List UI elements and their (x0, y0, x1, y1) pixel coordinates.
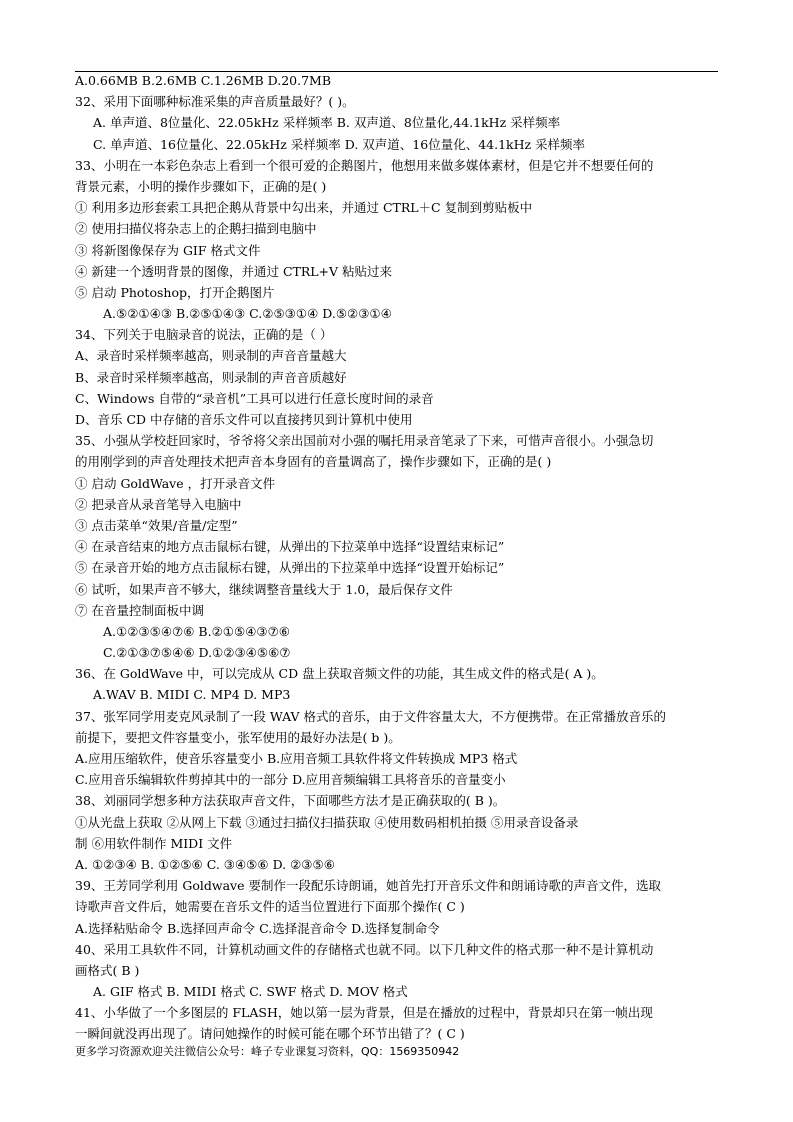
text-line: 的用刚学到的声音处理技术把声音本身固有的音量调高了，操作步骤如下，正确的是( ) (75, 454, 552, 470)
text-line: 38、刘丽同学想多种方法获取声音文件，下面哪些方法才是正确获取的( B )。 (75, 793, 506, 809)
text-line: ① 启动 GoldWave ，打开录音文件 (75, 475, 276, 491)
text-line: ⑥ 试听，如果声音不够大，继续调整音量线大于 1.0，最后保存文件 (75, 581, 453, 597)
text-line: ①从光盘上获取 ②从网上下载 ③通过扫描仪扫描获取 ④使用数码相机拍摄 ⑤用录音设备录 (75, 814, 579, 830)
text-line: A.应用压缩软件，使音乐容量变小 B.应用音频工具软件将文件转换成 MP3 格式 (75, 751, 518, 766)
text-line: C、Windows 自带的“录音机”工具可以进行任意长度时间的录音 (75, 390, 434, 406)
text-line: 背景元素，小明的操作步骤如下，正确的是( ) (75, 178, 327, 194)
text-line: ② 使用扫描仪将杂志上的企鹅扫描到电脑中 (75, 221, 317, 237)
text-line: 诗歌声音文件后，她需要在音乐文件的适当位置进行下面那个操作( C ) (75, 899, 465, 915)
text-line: ① 利用多边形套索工具把企鹅从背景中勾出来，并通过 CTRL＋C 复制到剪贴板中 (75, 200, 533, 216)
text-line: 39、王芳同学利用 Goldwave 要制作一段配乐诗朗诵，她首先打开音乐文件和朗诵诗歌的声音文件，选取 (75, 878, 661, 894)
text-line: A.WAV B. MIDI C. MP4 D. MP3 (93, 687, 291, 703)
text-line: A.⑤②①④③ B.②⑤①④③ C.②⑤③①④ D.⑤②③①④ (103, 306, 392, 322)
text-line: 35、小强从学校赶回家时，爷爷将父亲出国前对小强的嘱托用录音笔录了下来，可惜声音很小。小强急切 (75, 433, 654, 449)
text-line: 制 ⑥用软件制作 MIDI 文件 (75, 835, 233, 851)
text-line: ④ 新建一个透明背景的图像，并通过 CTRL+V 粘贴过来 (75, 263, 393, 279)
text-line: ⑦ 在音量控制面板中调 (75, 602, 204, 618)
page-footer: 更多学习资源欢迎关注微信公众号：峰子专业课复习资料，QQ：1569350942 (75, 1045, 460, 1058)
text-line: ③ 点击菜单“效果/音量/定型” (75, 517, 238, 533)
text-line: A.①②③⑤④⑦⑥ B.②①⑤④③⑦⑥ (103, 623, 291, 639)
text-line: 前提下，要把文件容量变小，张军使用的最好办法是( b )。 (75, 729, 401, 745)
text-line: 画格式( B ) (75, 962, 140, 978)
text-line: A. ①②③④ B. ①②⑤⑥ C. ③④⑤⑥ D. ②③⑤⑥ (75, 856, 335, 872)
text-line: B、录音时采样频率越高，则录制的声音音质越好 (75, 369, 347, 385)
text-line: A. 单声道、8位量化、22.05kHz 采样频率 B. 双声道、8位量化,44.1kHz 采样频率 (93, 115, 561, 131)
text-line: A.选择粘贴命令 B.选择回声命令 C.选择混音命令 D.选择复制命令 (75, 920, 440, 936)
text-line: D、音乐 CD 中存储的音乐文件可以直接拷贝到计算机中使用 (75, 412, 413, 427)
text-line: A、录音时采样频率越高，则录制的声音音量越大 (75, 348, 347, 364)
text-line: C. 单声道、16位量化、22.05kHz 采样频率 D. 双声道、16位量化、44.1kHz 采样频率 (93, 136, 586, 152)
text-line: 34、下列关于电脑录音的说法，正确的是（ ） (75, 327, 333, 343)
text-line: 33、小明在一本彩色杂志上看到一个很可爱的企鹅图片，他想用来做多媒体素材，但是它并不想要任何的 (75, 157, 654, 173)
text-line: 37、张军同学用麦克风录制了一段 WAV 格式的音乐，由于文件容量太大，不方便携带。在正常播放音乐的 (75, 708, 667, 724)
text-line: 40、采用工具软件不同，计算机动画文件的存储格式也就不同。以下几种文件的格式那一种不是计算机动 (75, 941, 654, 957)
text-line: A. GIF 格式 B. MIDI 格式 C. SWF 格式 D. MOV 格式 (93, 984, 408, 1000)
text-line: ③ 将新图像保存为 GIF 格式文件 (75, 242, 261, 258)
text-line: ② 把录音从录音笔导入电脑中 (75, 496, 242, 512)
text-line: C.应用音乐编辑软件剪掉其中的一部分 D.应用音频编辑工具将音乐的音量变小 (75, 772, 506, 788)
text-line: A.0.66MB B.2.6MB C.1.26MB D.20.7MB (75, 73, 332, 88)
text-line: 一瞬间就没再出现了。请问她操作的时候可能在哪个环节出错了？( C ) (75, 1026, 465, 1042)
text-line: 36、在 GoldWave 中，可以完成从 CD 盘上获取音频文件的功能，其生成文件的格式是( A )。 (75, 666, 604, 682)
document-body (75, 70, 725, 1045)
text-line: ⑤ 在录音开始的地方点击鼠标右键，从弹出的下拉菜单中选择“设置开始标记” (75, 560, 505, 576)
text-line: ④ 在录音结束的地方点击鼠标右键，从弹出的下拉菜单中选择“设置结束标记” (75, 539, 505, 555)
text-line: C.②①③⑦⑤④⑥ D.①②③④⑤⑥⑦ (103, 645, 291, 661)
text-line: 32、采用下面哪种标准采集的声音质量最好？( )。 (75, 94, 355, 110)
text-line: 41、小华做了一个多图层的 FLASH，她以第一层为背景，但是在播放的过程中，背景却只在第一帧出现 (75, 1005, 653, 1021)
text-line: ⑤ 启动 Photoshop，打开企鹅图片 (75, 284, 275, 300)
